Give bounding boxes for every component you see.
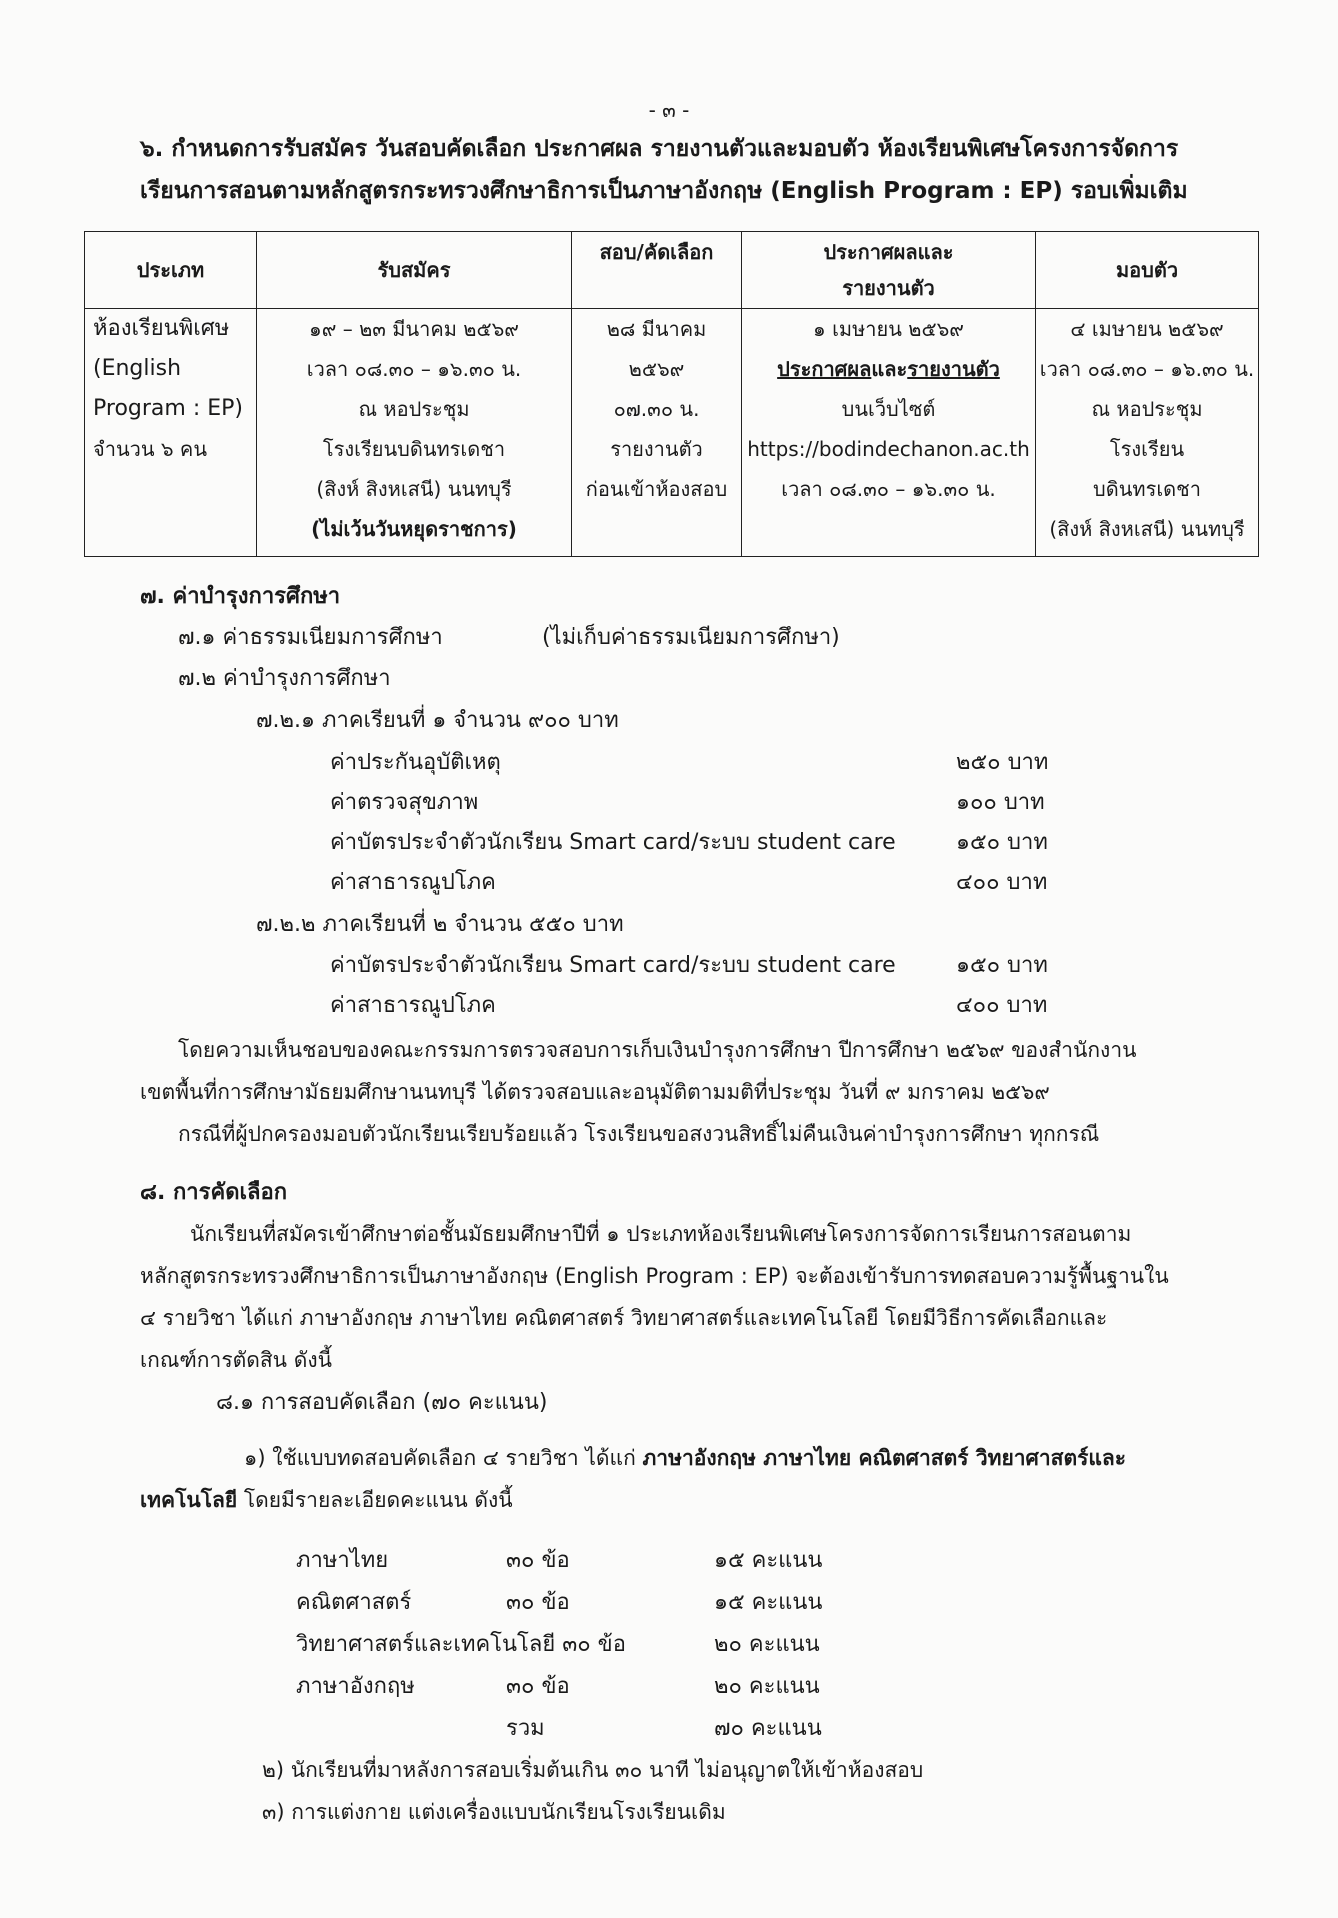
fee-71-note: (ไม่เก็บค่าธรรมเนียมการศึกษา) bbox=[542, 625, 840, 650]
approval-line2: เขตพื้นที่การศึกษามัธยมศึกษานนทบุรี ได้ตรวจสอบและอนุมัติตามมติที่ประชุม วันที่ ๙ มกราคม ๒๕๖๙ bbox=[140, 1080, 1050, 1104]
exam-line: รายงานตัว bbox=[610, 437, 703, 461]
fee-item-name: ค่าสาธารณูปโภค bbox=[330, 870, 496, 895]
apply-line: ณ หอประชุม bbox=[358, 397, 470, 421]
subject-name: คณิตศาสตร์ bbox=[296, 1590, 412, 1615]
type-line: จำนวน ๖ คน bbox=[93, 437, 207, 461]
exam-81-heading: ๘.๑ การสอบคัดเลือก (๗๐ คะแนน) bbox=[216, 1390, 548, 1415]
subject-name: ภาษาไทย bbox=[296, 1548, 389, 1573]
fee-item-name: ค่าประกันอุบัติเหตุ bbox=[330, 750, 501, 775]
cell-exam bbox=[572, 309, 742, 557]
header-handover: มอบตัว bbox=[1036, 232, 1259, 309]
subject-score: ๒๐ คะแนน bbox=[714, 1674, 820, 1699]
exam-item2: ๒) นักเรียนที่มาหลังการสอบเริ่มต้นเกิน ๓๐ นาที ไม่อนุญาตให้เข้าห้องสอบ bbox=[262, 1758, 924, 1782]
handover-line: บดินทรเดชา bbox=[1093, 477, 1201, 501]
exam-item1-line2 bbox=[140, 1488, 513, 1513]
selection-paragraph-line: หลักสูตรกระทรวงศึกษาธิการเป็นภาษาอังกฤษ (English Program : EP) จะต้องเข้ารับการทดสอบความรู้พื้นฐานใน bbox=[140, 1264, 1169, 1288]
subject-score: ๑๕ คะแนน bbox=[714, 1590, 823, 1615]
apply-line: เวลา ๐๘.๓๐ – ๑๖.๓๐ น. bbox=[306, 357, 522, 381]
exam-item1-suffix: โดยมีรายละเอียดคะแนน ดังนี้ bbox=[237, 1488, 513, 1512]
announce-line: บนเว็บไซต์ bbox=[841, 397, 936, 421]
total-label: รวม bbox=[506, 1716, 545, 1741]
header-announce-line1: ประกาศผลและ bbox=[823, 240, 954, 264]
header-announce-line2: รายงานตัว bbox=[842, 276, 935, 300]
header-type: ประเภท bbox=[85, 232, 257, 309]
approval-line1: โดยความเห็นชอบของคณะกรรมการตรวจสอบการเก็บเงินบำรุงการศึกษา ปีการศึกษา ๒๕๖๙ ของสำนักงาน bbox=[178, 1038, 1137, 1062]
exam-item1-line1 bbox=[244, 1446, 1126, 1471]
section6-heading-line2: เรียนการสอนตามหลักสูตรกระทรวงศึกษาธิการเป็นภาษาอังกฤษ (English Program : EP) รอบเพิ่มเติม bbox=[140, 178, 1188, 204]
header-apply: รับสมัคร bbox=[257, 232, 572, 309]
header-exam: สอบ/คัดเลือก bbox=[572, 232, 742, 309]
announce-line bbox=[742, 349, 1035, 389]
announce-report-label: รายงานตัว bbox=[907, 357, 1000, 381]
refund-policy: กรณีที่ผู้ปกครองมอบตัวนักเรียนเรียบร้อยแล้ว โรงเรียนขอสงวนสิทธิ์ไม่คืนเงินค่าบำรุงการศึกษา ทุกกรณี bbox=[178, 1122, 1100, 1146]
selection-paragraph-line: นักเรียนที่สมัครเข้าศึกษาต่อชั้นมัธยมศึกษาปีที่ ๑ ประเภทห้องเรียนพิเศษโครงการจัดการเรียนการสอนตาม bbox=[190, 1222, 1132, 1246]
exam-item1-subjects-end: เทคโนโลยี bbox=[140, 1488, 238, 1512]
website-link[interactable]: https://bodindechanon.ac.th bbox=[747, 437, 1030, 461]
fee-item-amount: ๑๐๐ บาท bbox=[956, 790, 1045, 815]
fee-item-amount: ๑๕๐ บาท bbox=[956, 830, 1048, 855]
schedule-row-ep bbox=[85, 309, 1259, 557]
section7-heading: ๗. ค่าบำรุงการศึกษา bbox=[140, 584, 341, 609]
fee-72-label: ๗.๒ ค่าบำรุงการศึกษา bbox=[178, 666, 391, 691]
exam-item1-subjects: ภาษาอังกฤษ ภาษาไทย คณิตศาสตร์ วิทยาศาสตร์และ bbox=[642, 1446, 1127, 1470]
exam-line: ๒๕๖๙ bbox=[628, 357, 685, 381]
handover-line: โรงเรียน bbox=[1109, 437, 1185, 461]
exam-item3: ๓) การแต่งกาย แต่งเครื่องแบบนักเรียนโรงเรียนเดิม bbox=[262, 1800, 726, 1824]
term1-heading: ๗.๒.๑ ภาคเรียนที่ ๑ จำนวน ๙๐๐ บาท bbox=[256, 708, 619, 733]
exam-item1-prefix: ๑) ใช้แบบทดสอบคัดเลือก ๔ รายวิชา ได้แก่ bbox=[244, 1446, 643, 1470]
exam-line: ๐๗.๓๐ น. bbox=[613, 397, 700, 421]
type-line: ห้องเรียนพิเศษ bbox=[93, 316, 230, 341]
apply-line: โรงเรียนบดินทรเดชา bbox=[322, 437, 506, 461]
subject-name: วิทยาศาสตร์และเทคโนโลยี ๓๐ ข้อ bbox=[296, 1632, 626, 1657]
handover-line: เวลา ๐๘.๓๐ – ๑๖.๓๐ น. bbox=[1039, 357, 1255, 381]
cell-handover bbox=[1036, 309, 1259, 557]
total-score: ๗๐ คะแนน bbox=[714, 1716, 822, 1741]
fee-item-amount: ๔๐๐ บาท bbox=[956, 993, 1048, 1018]
exam-line: ๒๘ มีนาคม bbox=[606, 317, 707, 341]
section8-heading: ๘. การคัดเลือก bbox=[140, 1180, 288, 1205]
fee-item-amount: ๒๕๐ บาท bbox=[956, 750, 1049, 775]
type-line: Program : EP) bbox=[93, 396, 243, 421]
subject-items: ๓๐ ข้อ bbox=[506, 1674, 570, 1699]
apply-line: (สิงห์ สิงหเสนี) นนทบุรี bbox=[316, 477, 512, 501]
fee-item-name: ค่าตรวจสุขภาพ bbox=[330, 790, 479, 815]
subject-name: ภาษาอังกฤษ bbox=[296, 1674, 415, 1699]
subject-items: ๓๐ ข้อ bbox=[506, 1548, 570, 1573]
cell-announce bbox=[742, 309, 1036, 557]
selection-paragraph-line: เกณฑ์การตัดสิน ดังนี้ bbox=[140, 1348, 332, 1372]
announce-result-label: ประกาศผล bbox=[777, 357, 872, 381]
section6-heading-line1: ๖. กำหนดการรับสมัคร วันสอบคัดเลือก ประกาศผล รายงานตัวและมอบตัว ห้องเรียนพิเศษโครงการจัดการ bbox=[140, 136, 1179, 162]
announce-line: เวลา ๐๘.๓๐ – ๑๖.๓๐ น. bbox=[781, 477, 996, 501]
apply-line: ๑๙ – ๒๓ มีนาคม ๒๕๖๙ bbox=[309, 317, 519, 341]
term2-heading: ๗.๒.๒ ภาคเรียนที่ ๒ จำนวน ๕๕๐ บาท bbox=[256, 912, 624, 937]
fee-item-amount: ๑๕๐ บาท bbox=[956, 953, 1048, 978]
handover-line: (สิงห์ สิงหเสนี) นนทบุรี bbox=[1049, 517, 1245, 541]
announce-line: ๑ เมษายน ๒๕๖๙ bbox=[813, 317, 964, 341]
handover-line: ณ หอประชุม bbox=[1091, 397, 1203, 421]
subject-score: ๒๐ คะแนน bbox=[714, 1632, 820, 1657]
selection-paragraph-line: ๔ รายวิชา ได้แก่ ภาษาอังกฤษ ภาษาไทย คณิตศาสตร์ วิทยาศาสตร์และเทคโนโลยี โดยมีวิธีการคัดเลือกและ bbox=[140, 1306, 1108, 1330]
fee-item-name: ค่าบัตรประจำตัวนักเรียน Smart card/ระบบ student care bbox=[330, 830, 896, 855]
type-line: (English bbox=[93, 356, 182, 381]
handover-line: ๔ เมษายน ๒๕๖๙ bbox=[1070, 317, 1224, 341]
schedule-table bbox=[84, 231, 1259, 557]
fee-71-label: ๗.๑ ค่าธรรมเนียมการศึกษา bbox=[178, 625, 443, 650]
schedule-header-row bbox=[85, 232, 1259, 309]
cell-type bbox=[85, 309, 257, 557]
fee-item-name: ค่าบัตรประจำตัวนักเรียน Smart card/ระบบ student care bbox=[330, 953, 896, 978]
apply-line: (ไม่เว้นวันหยุดราชการ) bbox=[311, 517, 517, 541]
cell-apply bbox=[257, 309, 572, 557]
subject-items: ๓๐ ข้อ bbox=[506, 1590, 570, 1615]
fee-item-name: ค่าสาธารณูปโภค bbox=[330, 993, 496, 1018]
subject-score: ๑๕ คะแนน bbox=[714, 1548, 823, 1573]
fee-item-amount: ๔๐๐ บาท bbox=[956, 870, 1048, 895]
exam-line: ก่อนเข้าห้องสอบ bbox=[585, 477, 728, 501]
page-number: - ๓ - bbox=[648, 98, 690, 122]
header-announce bbox=[742, 232, 1036, 309]
announce-and: และ bbox=[871, 357, 908, 381]
